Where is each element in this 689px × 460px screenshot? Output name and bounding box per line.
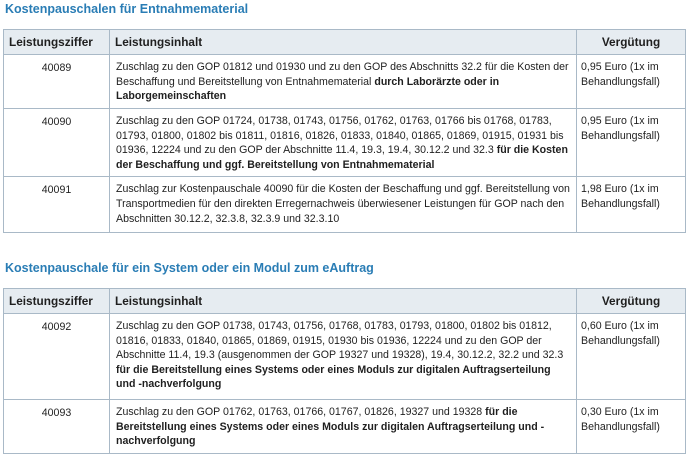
row-code: 40091 <box>4 177 110 233</box>
table-row <box>4 314 686 400</box>
row-text-bold: für die Kosten der Beschaffung und ggf. Bereitstellung von Entnahmematerial <box>116 144 568 171</box>
header-fee: Vergütung <box>577 30 686 55</box>
row-text-bold: für die Bereitstellung eines Systems oder eines Moduls zur digitalen Auftragserteilung und -nachverfolgung <box>116 406 545 448</box>
row-text: Zuschlag zu den GOP 01762, 01763, 01766, 01767, 01826, 19327 und 19328 <box>116 406 486 418</box>
row-text: Zuschlag zu den GOP 01738, 01743, 01756, 01768, 01783, 01793, 01800, 01802 bis 01812, 01816, 01833, 01840, 01865, 01869, 01915, 01930 bis 01936, 12224 und zu den GOP der Abschnitte 11.4, 19.3 (ausgenommen der GOP 19327 und 19328), 19.4, 30.12.2, 32.2 und 32.3 <box>116 320 564 362</box>
header-fee: Vergütung <box>577 289 686 314</box>
row-code: 40092 <box>4 314 110 400</box>
row-content <box>110 400 577 454</box>
row-text: Zuschlag zur Kostenpauschale 40090 für die Kosten der Beschaffung und ggf. Bereitstellung von Transportmedien für den direkten Erregernachweis überwiesener Leistungen für GOP nach den Abschnitten 30.12.2, 32.3.8, 32.3.9 und 32.3.10 <box>116 183 570 225</box>
table-row <box>4 55 686 109</box>
table-row <box>4 177 686 233</box>
header-content: Leistungsinhalt <box>110 289 577 314</box>
header-content: Leistungsinhalt <box>110 30 577 55</box>
row-fee: 0,95 Euro (1x im Behandlungsfall) <box>577 109 686 177</box>
row-content <box>110 314 577 400</box>
row-code: 40089 <box>4 55 110 109</box>
fee-table <box>3 29 686 233</box>
fee-table <box>3 288 686 454</box>
section-title: Kostenpauschale für ein System oder ein Modul zum eAuftrag <box>5 261 374 275</box>
row-fee: 1,98 Euro (1x im Behandlungsfall) <box>577 177 686 233</box>
table-header-row <box>4 30 686 55</box>
section-entnahmematerial <box>3 1 686 233</box>
row-code: 40090 <box>4 109 110 177</box>
header-code: Leistungsziffer <box>4 289 110 314</box>
table-row <box>4 400 686 454</box>
row-fee: 0,60 Euro (1x im Behandlungsfall) <box>577 314 686 400</box>
header-code: Leistungsziffer <box>4 30 110 55</box>
row-content <box>110 177 577 233</box>
row-fee: 0,95 Euro (1x im Behandlungsfall) <box>577 55 686 109</box>
table-row <box>4 109 686 177</box>
row-content <box>110 109 577 177</box>
row-text: Zuschlag zu den GOP 01812 und 01930 und zu den GOP des Abschnitts 32.2 für die Kosten der Beschaffung und Bereitstellung von Entnahmematerial <box>116 61 569 88</box>
row-text: Zuschlag zu den GOP 01724, 01738, 01743, 01756, 01762, 01763, 01766 bis 01768, 01783, 01793, 01800, 01802 bis 01811, 01816, 01826, 01833, 01840, 01865, 01869, 01915, 01931 bis 01936, 12224 und zu den GOP der Abschnitte 11.4, 19.3, 19.4, 30.12.2 und 32.3 <box>116 115 564 157</box>
section-eauftrag <box>3 260 686 454</box>
row-code: 40093 <box>4 400 110 454</box>
row-content <box>110 55 577 109</box>
table-header-row <box>4 289 686 314</box>
row-fee: 0,30 Euro (1x im Behandlungsfall) <box>577 400 686 454</box>
section-title: Kostenpauschalen für Entnahmematerial <box>5 2 249 16</box>
row-text-bold: durch Laborärzte oder in Laborgemeinschaften <box>116 75 500 103</box>
row-text-bold: für die Bereitstellung eines Systems oder eines Moduls zur digitalen Auftragserteilung und -nachverfolgung <box>116 363 551 391</box>
